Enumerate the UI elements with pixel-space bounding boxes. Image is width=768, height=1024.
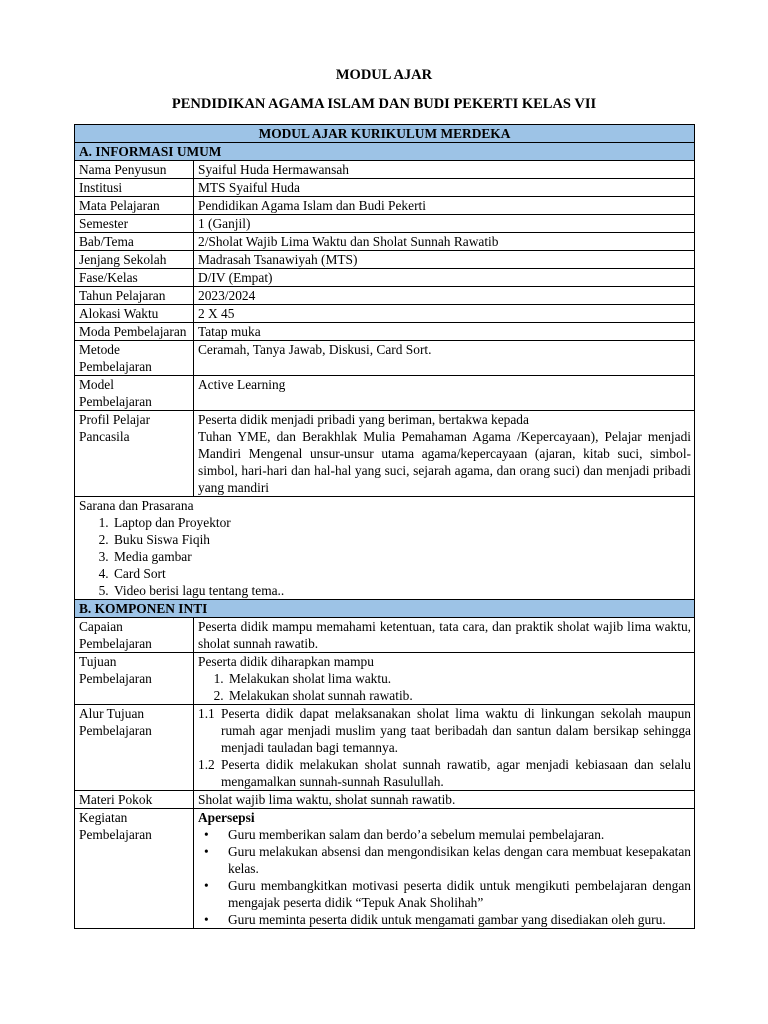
row-value: Tatap muka xyxy=(194,323,695,341)
row-value: Ceramah, Tanya Jawab, Diskusi, Card Sort. xyxy=(194,341,695,376)
alur-item-text: Peserta didik melakukan sholat sunnah rawatib, agar menjadi kebiasaan dan selalu mengamalkan sunnah-sunnah Rasulullah. xyxy=(221,757,691,789)
alur-item xyxy=(198,705,691,756)
row-value: Syaiful Huda Hermawansah xyxy=(194,161,695,179)
row-value: Active Learning xyxy=(194,376,695,411)
row-label: Materi Pokok xyxy=(75,791,194,809)
row-label: Profil Pelajar Pancasila xyxy=(75,411,194,497)
table-header: MODUL AJAR KURIKULUM MERDEKA xyxy=(75,125,695,143)
alur-item-text: Peserta didik dapat melaksanakan sholat lima waktu di linkungan sekolah maupun rumah agar menjadi muslim yang taat beribadah dan santun dalam bersikap sehingga menjadi tauladan bagi temannya. xyxy=(221,706,691,755)
row-label: Metode Pembelajaran xyxy=(75,341,194,376)
info-row xyxy=(75,376,695,411)
kegiatan-list xyxy=(198,826,691,928)
row-label: Alokasi Waktu xyxy=(75,305,194,323)
info-row xyxy=(75,233,695,251)
info-row xyxy=(75,215,695,233)
info-row xyxy=(75,323,695,341)
alur-row xyxy=(75,705,695,791)
row-label: Bab/Tema xyxy=(75,233,194,251)
sarana-item: 1. Laptop dan Proyektor xyxy=(112,514,691,531)
profil-rest: Tuhan YME, dan Berakhlak Mulia Pemahaman Agama /Kepercayaan), Pelajar menjadi Mandiri Mengenal unsur-unsur utama agama/kepercayaan (ajaran, kitab suci, simbol-simbol, hari-hari dan hal-hal yang suci, sejarah agama, dan orang suci) dan menjadi pribadi yang mandiri xyxy=(198,429,691,495)
row-label: Tahun Pelajaran xyxy=(75,287,194,305)
table-header-row xyxy=(75,125,695,143)
profil-row xyxy=(75,411,695,497)
sarana-list xyxy=(79,514,691,599)
info-row xyxy=(75,269,695,287)
info-row xyxy=(75,287,695,305)
row-label: Jenjang Sekolah xyxy=(75,251,194,269)
sarana-item: 3. Media gambar xyxy=(112,548,691,565)
row-label: Moda Pembelajaran xyxy=(75,323,194,341)
sarana-title: Sarana dan Prasarana xyxy=(79,498,194,513)
row-value: MTS Syaiful Huda xyxy=(194,179,695,197)
row-label: Fase/Kelas xyxy=(75,269,194,287)
info-row xyxy=(75,197,695,215)
tujuan-list xyxy=(198,670,691,704)
row-label: Alur Tujuan Pembelajaran xyxy=(75,705,194,791)
capaian-row xyxy=(75,618,695,653)
row-label: Mata Pelajaran xyxy=(75,197,194,215)
row-value: 2 X 45 xyxy=(194,305,695,323)
info-row xyxy=(75,341,695,376)
row-label: Model Pembelajaran xyxy=(75,376,194,411)
sarana-row xyxy=(75,497,695,600)
row-value: Sholat wajib lima waktu, sholat sunnah rawatib. xyxy=(194,791,695,809)
info-row xyxy=(75,305,695,323)
row-value: Madrasah Tsanawiyah (MTS) xyxy=(194,251,695,269)
row-label: Tujuan Pembelajaran xyxy=(75,653,194,705)
section-a-header: A. INFORMASI UMUM xyxy=(75,143,695,161)
alur-item xyxy=(198,756,691,790)
row-label: Semester xyxy=(75,215,194,233)
row-value: Pendidikan Agama Islam dan Budi Pekerti xyxy=(194,197,695,215)
tujuan-item: 1. Melakukan sholat lima waktu. xyxy=(227,670,691,687)
tujuan-intro: Peserta didik diharapkan mampu xyxy=(198,654,374,669)
alur-item-number: 1.2 xyxy=(198,757,215,772)
document-title: MODUL AJAR xyxy=(335,67,433,83)
module-table xyxy=(74,124,695,929)
row-label: Kegiatan Pembelajaran xyxy=(75,809,194,929)
tujuan-row xyxy=(75,653,695,705)
alur-item-number: 1.1 xyxy=(198,706,215,721)
row-value xyxy=(194,705,695,791)
sarana-item: 4. Card Sort xyxy=(112,565,691,582)
section-header-row xyxy=(75,600,695,618)
row-value: 2/Sholat Wajib Lima Waktu dan Sholat Sunnah Rawatib xyxy=(194,233,695,251)
row-value: Peserta didik mampu memahami ketentuan, tata cara, dan praktik sholat wajib lima waktu, sholat sunnah rawatib. xyxy=(194,618,695,653)
kegiatan-item: • Guru meminta peserta didik untuk mengamati gambar yang disediakan oleh guru. xyxy=(228,911,691,928)
kegiatan-heading: Apersepsi xyxy=(198,810,255,825)
document-subtitle: PENDIDIKAN AGAMA ISLAM DAN BUDI PEKERTI KELAS VII xyxy=(171,96,597,112)
sarana-item: 2. Buku Siswa Fiqih xyxy=(112,531,691,548)
row-label: Nama Penyusun xyxy=(75,161,194,179)
section-header-row xyxy=(75,143,695,161)
kegiatan-item: • Guru membangkitkan motivasi peserta didik untuk mengikuti pembelajaran dengan mengajak peserta didik “Tepuk Anak Sholihah” xyxy=(228,877,691,911)
row-label: Capaian Pembelajaran xyxy=(75,618,194,653)
info-row xyxy=(75,161,695,179)
row-value: 2023/2024 xyxy=(194,287,695,305)
row-value: 1 (Ganjil) xyxy=(194,215,695,233)
info-row xyxy=(75,251,695,269)
info-row xyxy=(75,179,695,197)
kegiatan-item: • Guru melakukan absensi dan mengondisikan kelas dengan cara membuat kesepakatan kelas. xyxy=(228,843,691,877)
kegiatan-item: • Guru memberikan salam dan berdo’a sebelum memulai pembelajaran. xyxy=(228,826,691,843)
row-value xyxy=(194,653,695,705)
sarana-item: 5. Video berisi lagu tentang tema.. xyxy=(112,582,691,599)
kegiatan-row xyxy=(75,809,695,929)
row-value xyxy=(194,411,695,497)
section-b-header: B. KOMPONEN INTI xyxy=(75,600,695,618)
profil-line-1: Peserta didik menjadi pribadi yang beriman, bertakwa kepada xyxy=(198,412,529,427)
row-value xyxy=(194,809,695,929)
materi-row xyxy=(75,791,695,809)
tujuan-item: 2. Melakukan sholat sunnah rawatib. xyxy=(227,687,691,704)
row-value: D/IV (Empat) xyxy=(194,269,695,287)
sarana-cell xyxy=(75,497,695,600)
row-label: Institusi xyxy=(75,179,194,197)
